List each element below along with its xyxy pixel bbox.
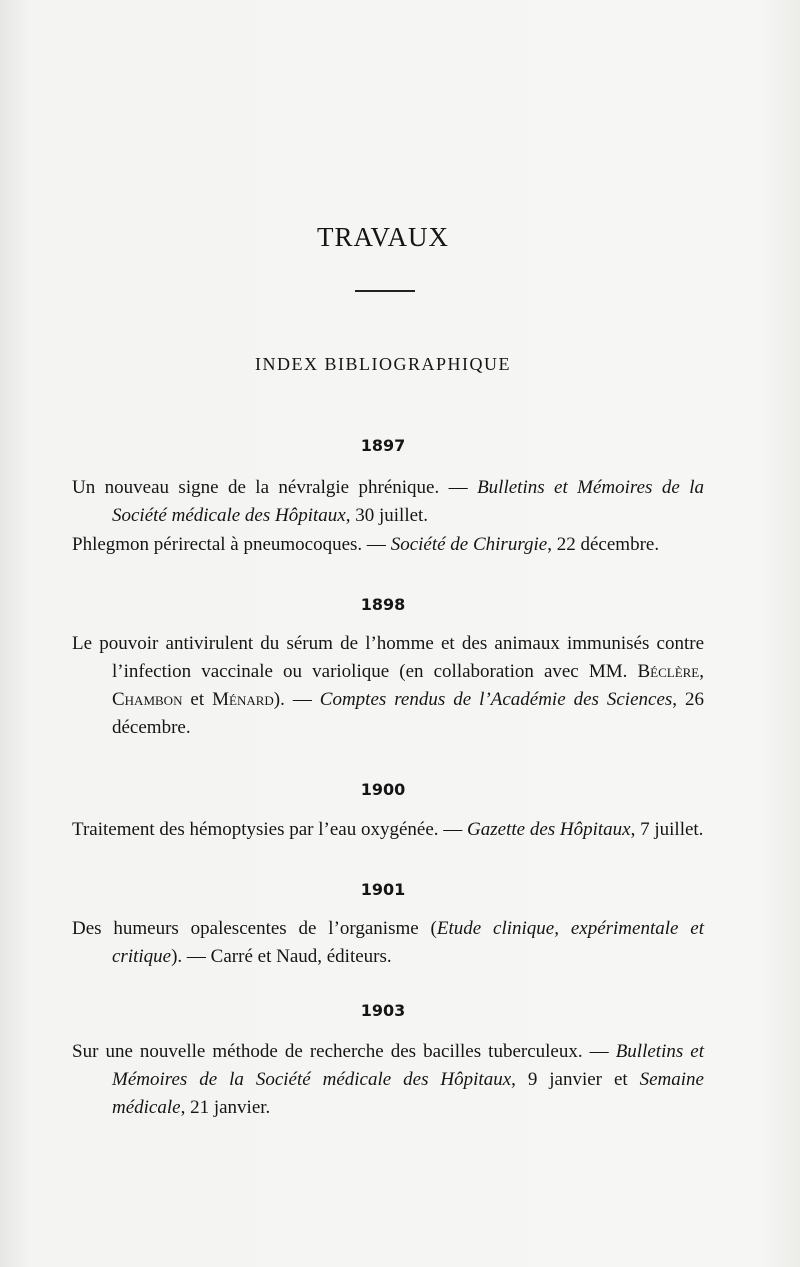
page-title: TRAVAUX — [316, 222, 450, 252]
entry-source: Société de Chirurgie — [390, 534, 548, 555]
author-name: Chambon — [112, 689, 183, 710]
entry-text: Traitement des hémoptysies par l’eau oxygénée. — — [72, 819, 468, 840]
bibliography-entry — [72, 1038, 704, 1122]
year-heading-1900: 1900 — [360, 780, 406, 799]
entry-source: Comptes rendus de l’Académie des Sciences — [319, 689, 673, 710]
entry-tail: , 22 décembre. — [547, 534, 660, 555]
author-name: Ménard — [212, 689, 274, 710]
bibliography-entry — [72, 474, 704, 530]
author-name: Béclère — [637, 661, 700, 682]
entry-text: Des humeurs opalescentes de l’organisme ( — [72, 918, 437, 939]
bibliography-entry — [72, 915, 704, 971]
entry-tail: , 30 juillet. — [345, 505, 429, 526]
entry-source: Gazette des Hôpitaux — [467, 819, 631, 840]
entry-source: Bulletins et Mémoires de la Société médicale des Hôpitaux — [112, 1041, 704, 1090]
year-heading-1901: 1901 — [360, 880, 406, 899]
entry-text: Un nouveau signe de la névralgie phrénique. — — [72, 477, 478, 498]
year-heading-1898: 1898 — [360, 595, 406, 614]
year-heading-1897: 1897 — [360, 436, 406, 455]
year-heading-1903: 1903 — [360, 1001, 406, 1020]
bibliography-entry — [72, 531, 704, 559]
bibliography-entry — [72, 630, 704, 742]
entry-text: Sur une nouvelle méthode de recherche des bacilles tuberculeux. — — [72, 1041, 616, 1062]
bibliography-entry — [72, 816, 704, 844]
page-subtitle: INDEX BIBLIOGRAPHIQUE — [255, 354, 511, 374]
title-rule — [355, 290, 415, 292]
name-joiner: , — [699, 661, 704, 682]
entry-text: Le pouvoir antivirulent du sérum de l’homme et des animaux immunisés contre l’infection vaccinale ou variolique (en collaboration avec MM. — [72, 633, 704, 682]
entry-tail: , 21 janvier. — [180, 1097, 271, 1118]
entry-source: Bulletins et Mémoires de la Société médicale des Hôpitaux — [112, 477, 704, 526]
name-joiner: et — [182, 689, 213, 710]
entry-text: Phlegmon périrectal à pneumocoques. — — [72, 534, 391, 555]
entry-text-after-names: ). — — [273, 689, 320, 710]
entry-source-2: Semaine médicale — [112, 1069, 704, 1118]
entry-tail: , 7 juillet. — [630, 819, 704, 840]
entry-tail: ). — Carré et Naud, éditeurs. — [171, 946, 392, 967]
entry-source: Etude clinique, expérimentale et critique — [112, 918, 704, 967]
entry-mid: , 9 janvier et — [511, 1069, 640, 1090]
entry-tail: , 26 décembre. — [112, 689, 704, 738]
